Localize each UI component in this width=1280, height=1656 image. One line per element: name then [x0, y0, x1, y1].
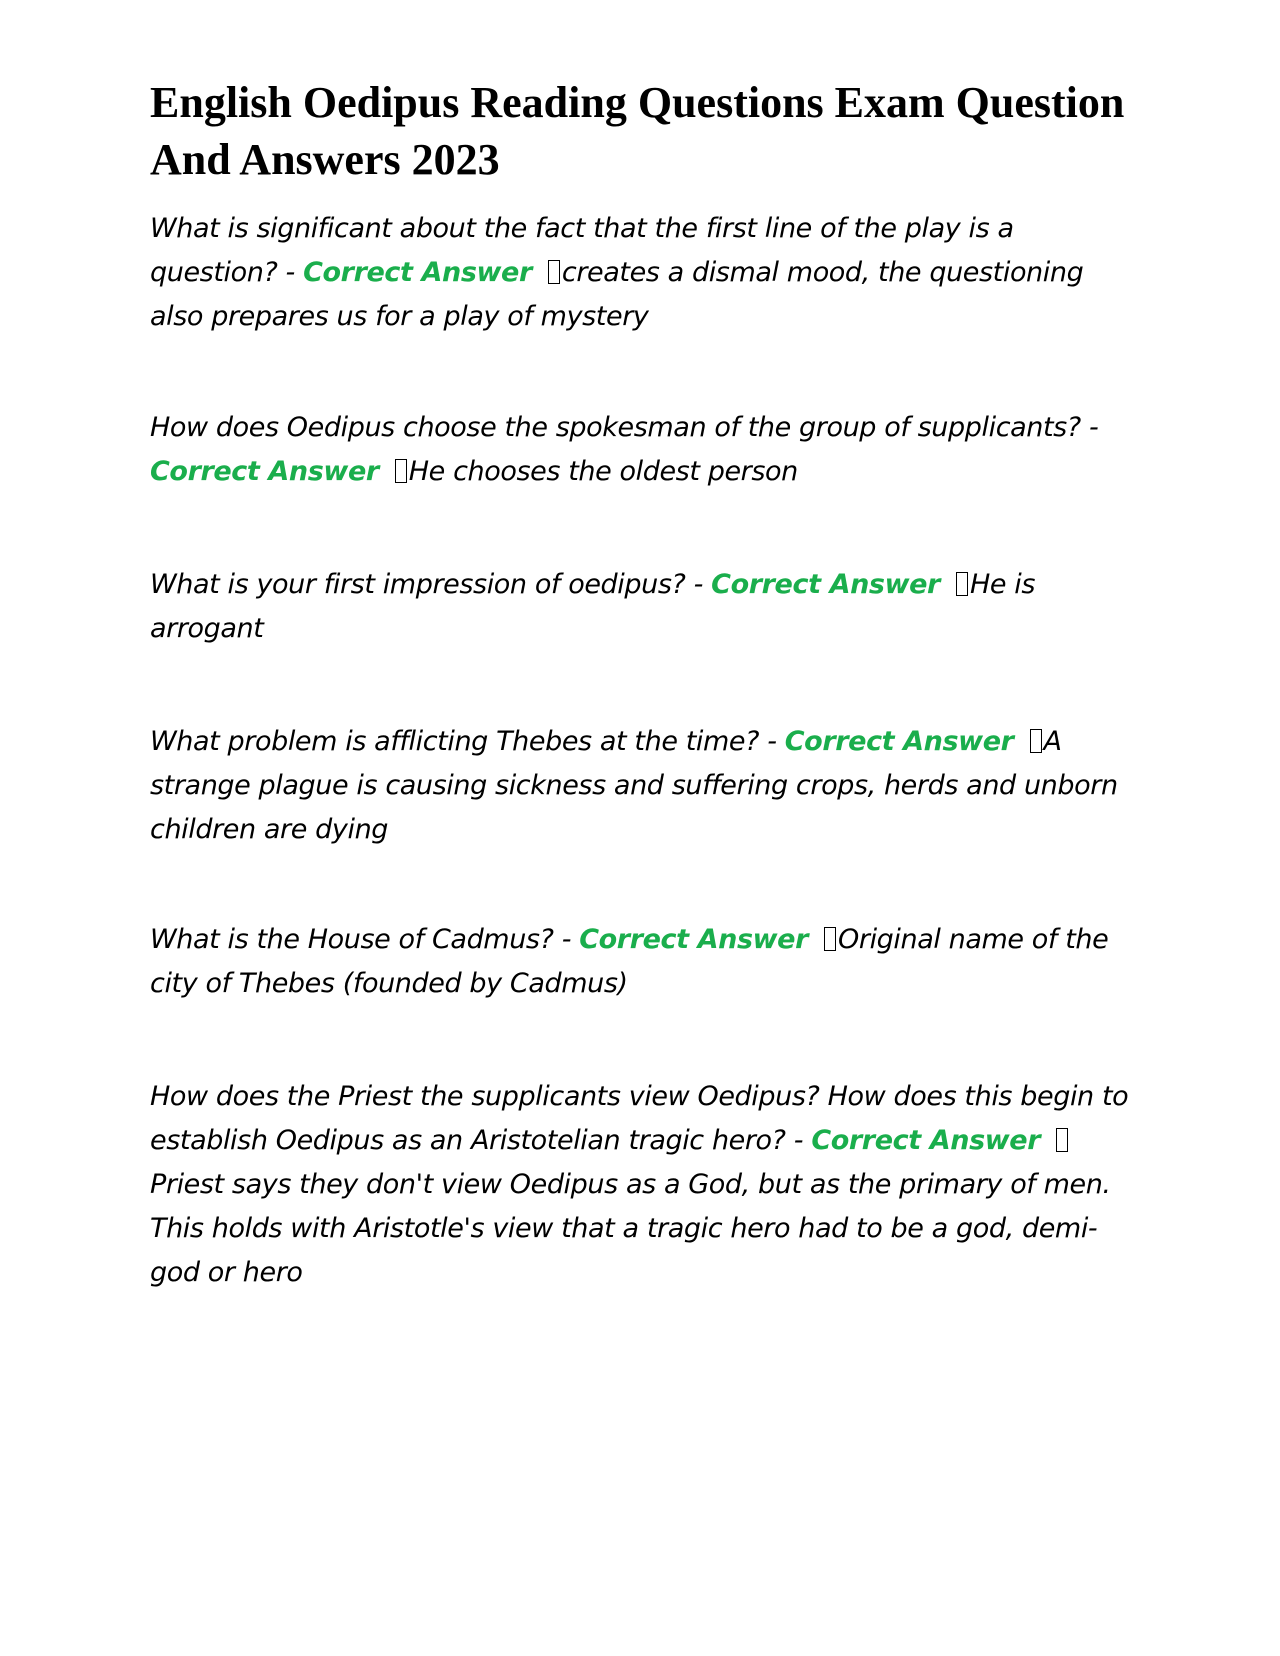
question-text: What is significant about the fact that the first line of the play is a question? - — [150, 213, 1014, 288]
correct-answer-label: Correct Answer — [784, 726, 1014, 757]
question-text: How does the Priest the supplicants view Oedipus? How does this begin to establish Oedipus as an Aristotelian tragic hero? - — [150, 1081, 1129, 1156]
missing-glyph-box-icon — [956, 572, 968, 596]
qa-item — [150, 720, 1130, 852]
qa-item — [150, 406, 1130, 494]
correct-answer-label: Correct Answer — [811, 1125, 1041, 1156]
question-text: What is your first impression of oedipus? - — [150, 569, 712, 600]
question-text: What problem is afflicting Thebes at the time? - — [150, 726, 785, 757]
missing-glyph-box-icon — [824, 927, 836, 951]
answer-text: He is arrogant — [150, 569, 1036, 644]
answer-text: Original name of the city of Thebes (founded by Cadmus) — [150, 924, 1109, 999]
correct-answer-label: Correct Answer — [579, 924, 809, 955]
answer-text: He chooses the oldest person — [408, 456, 798, 487]
missing-glyph-box-icon — [1056, 1128, 1068, 1152]
qa-item — [150, 918, 1130, 1006]
missing-glyph-box-icon — [548, 260, 560, 284]
document-title: English Oedipus Reading Questions Exam Question And Answers 2023 — [150, 78, 1125, 184]
answer-text: Priest says they don't view Oedipus as a God, but as the primary of men. This holds with Aristotle's view that a tragic hero had to be a god, demi-god or hero — [150, 1169, 1111, 1288]
correct-answer-label: Correct Answer — [150, 456, 379, 487]
correct-answer-label: Correct Answer — [711, 569, 940, 600]
missing-glyph-box-icon — [1030, 729, 1042, 753]
missing-glyph-box-icon — [395, 459, 407, 483]
answer-text: A strange plague is causing sickness and suffering crops, herds and unborn children are dying — [150, 726, 1118, 845]
answer-text: creates a dismal mood, the questioning also prepares us for a play of mystery — [150, 257, 1084, 332]
qa-item — [150, 207, 1130, 339]
question-text: How does Oedipus choose the spokesman of the group of supplicants? - — [150, 412, 1099, 443]
question-text: What is the House of Cadmus? - — [150, 924, 580, 955]
qa-item — [150, 1075, 1130, 1295]
qa-item — [150, 563, 1130, 651]
correct-answer-label: Correct Answer — [303, 257, 532, 288]
